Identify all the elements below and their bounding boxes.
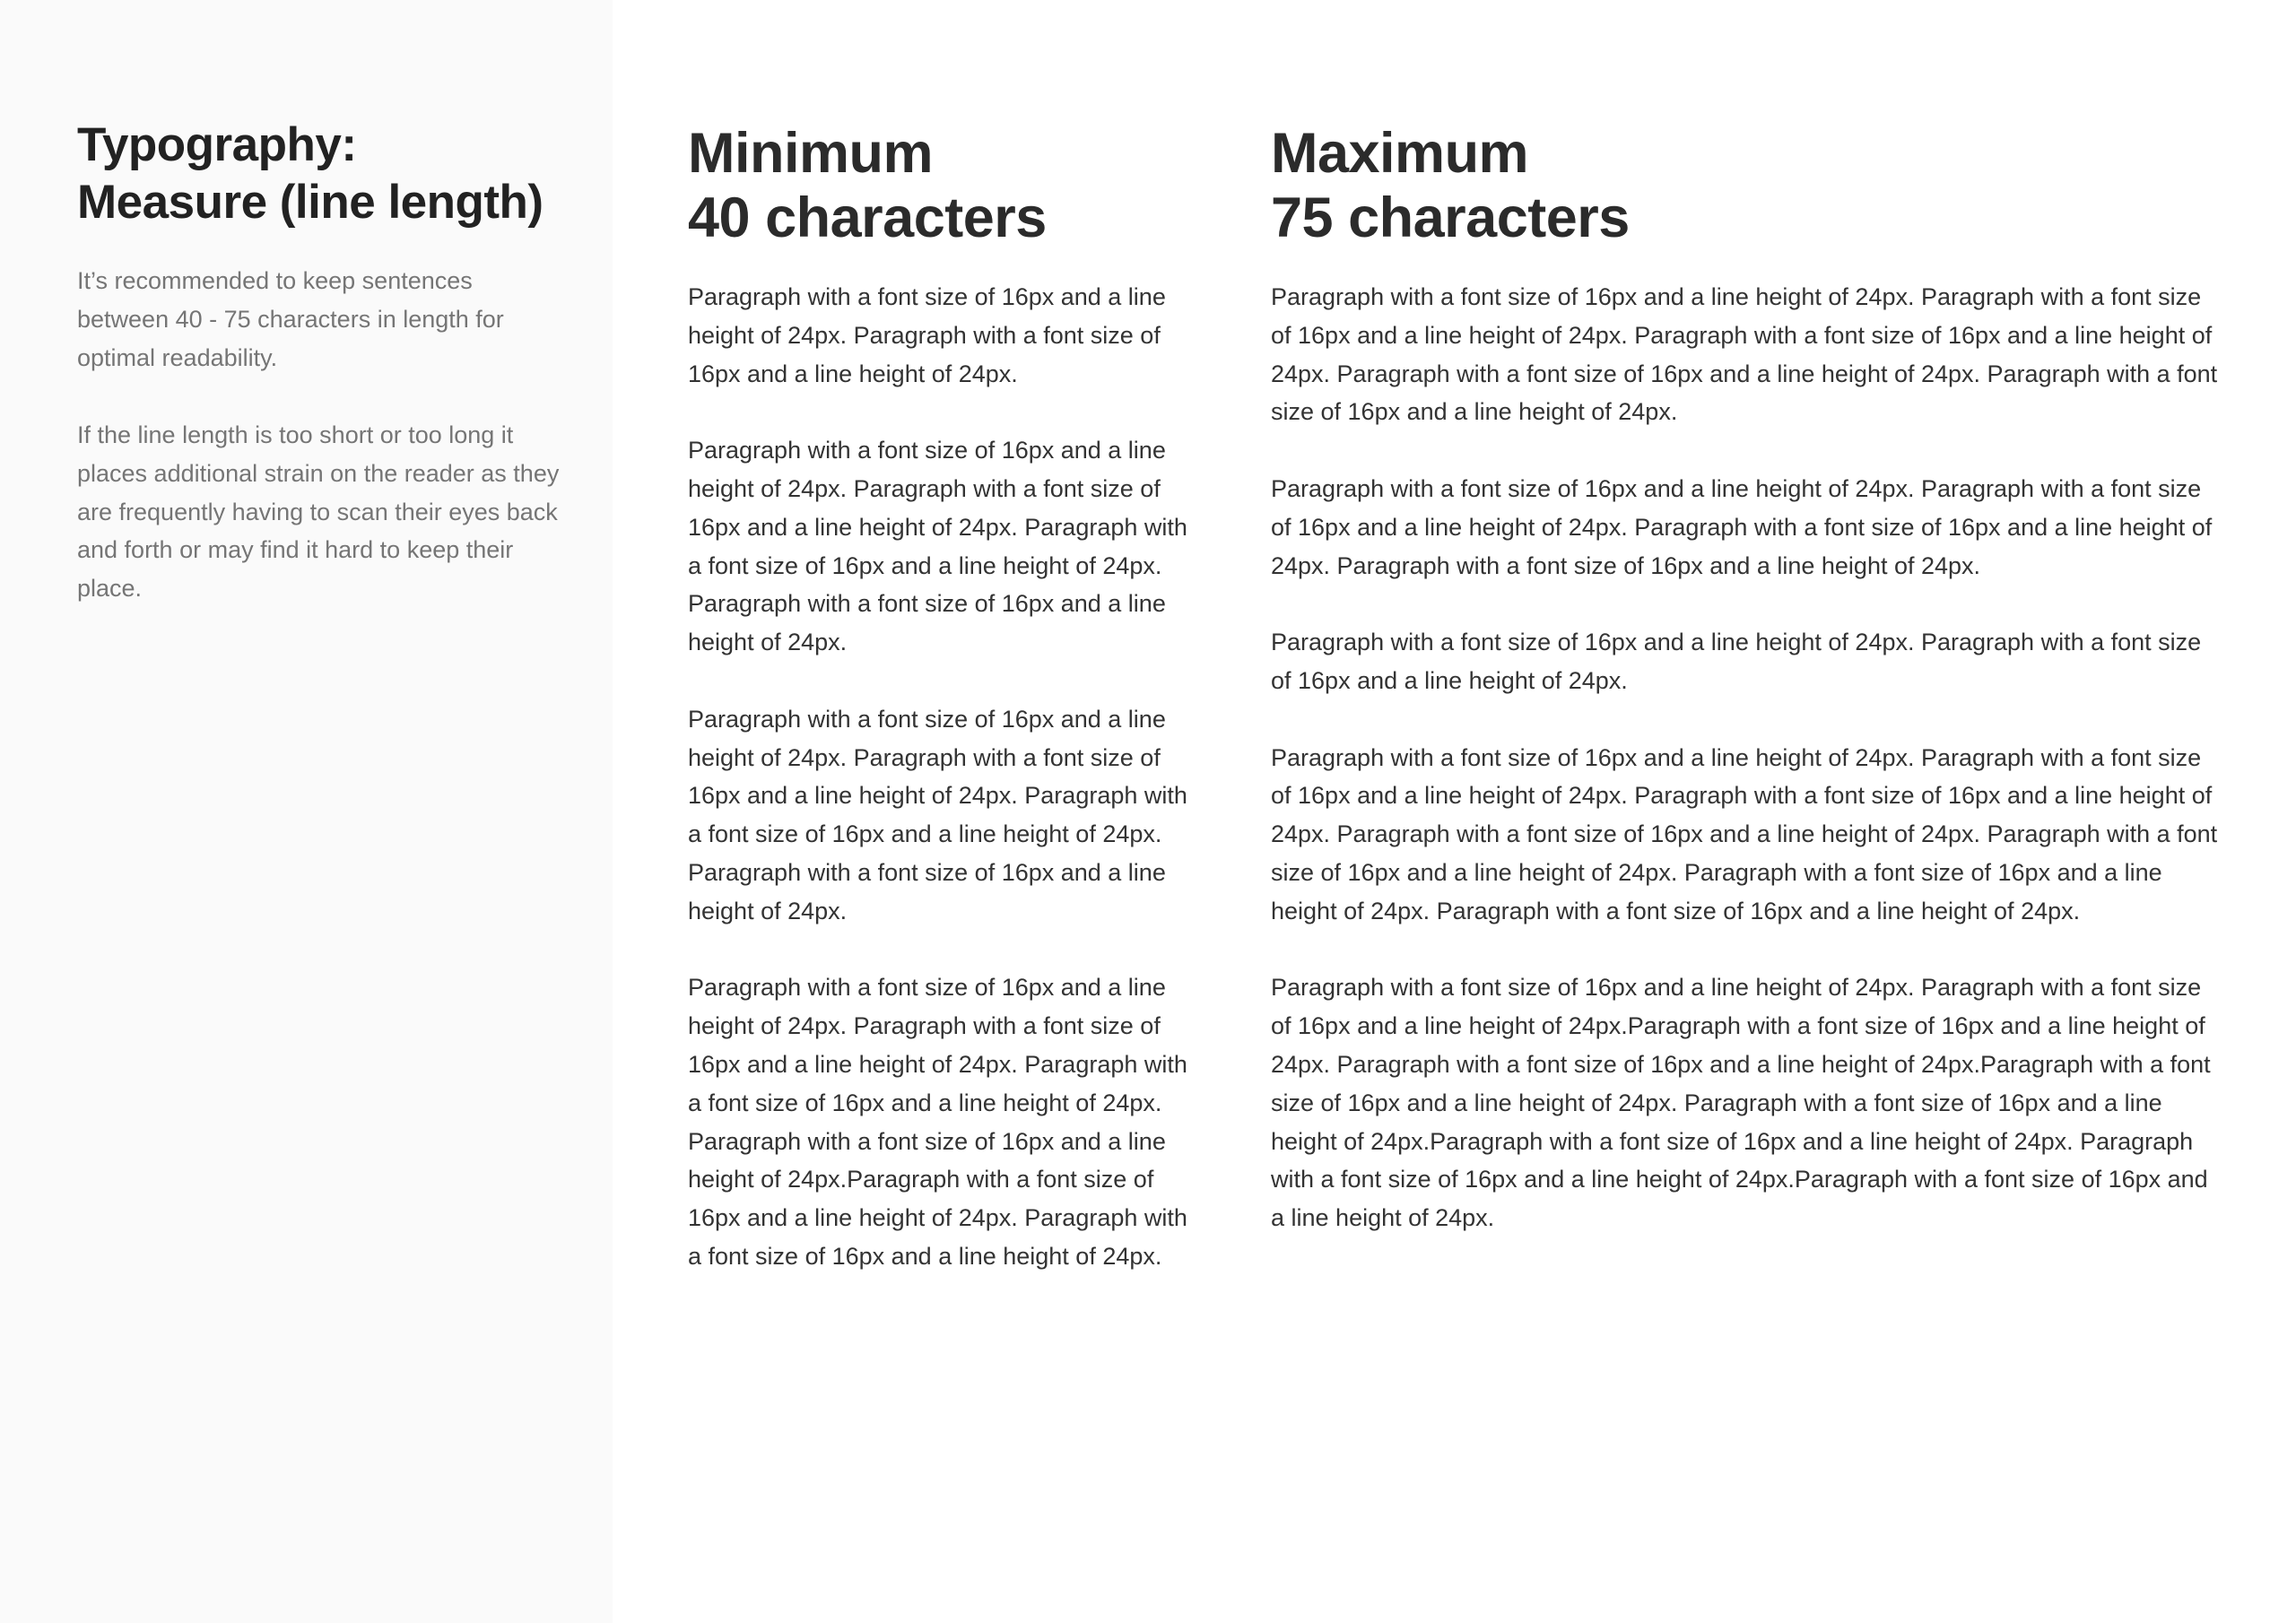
maximum-body [1271,278,2222,1237]
maximum-column [1271,121,2222,1276]
minimum-paragraph-1: Paragraph with a font size of 16px and a line height of 24px. Paragraph with a font size of 16px and a line height of 24px. [688,283,1166,387]
maximum-paragraph-2: Paragraph with a font size of 16px and a line height of 24px. Paragraph with a font size of 16px and a line height of 24px. Paragraph with a font size of 16px and a line height of 24px. Paragraph with a font size of 16px and a line height of 24px. [1271,474,2213,579]
page-title-line-1: Typography: [77,118,357,171]
minimum-paragraph-3: Paragraph with a font size of 16px and a line height of 24px. Paragraph with a font size of 16px and a line height of 24px. Paragraph with a font size of 16px and a line height of 24px. Paragraph with a font size of 16px and a line height of 24px. [688,705,1187,924]
minimum-heading-line-2: 40 characters [688,187,1047,249]
minimum-paragraph-4: Paragraph with a font size of 16px and a line height of 24px. Paragraph with a font size of 16px and a line height of 24px. Paragraph with a font size of 16px and a line height of 24px. Paragraph with a font size of 16px and a line height of 24px.Paragraph with a font size of 16px and a line height of 24px. Paragraph with a font size of 16px and a line height of 24px. [688,974,1187,1270]
minimum-heading [688,121,1204,250]
minimum-paragraph-2: Paragraph with a font size of 16px and a line height of 24px. Paragraph with a font size of 16px and a line height of 24px. Paragraph with a font size of 16px and a line height of 24px. Paragraph with a font size of 16px and a line height of 24px. [688,437,1187,656]
maximum-paragraph-3: Paragraph with a font size of 16px and a line height of 24px. Paragraph with a font size of 16px and a line height of 24px. [1271,629,2202,694]
sidebar-paragraph-explanation: If the line length is too short or too long it places additional strain on the reader as they are frequently having to scan their eyes back and forth or may find it hard to keep their place. [77,421,560,603]
maximum-paragraph-1: Paragraph with a font size of 16px and a line height of 24px. Paragraph with a font size of 16px and a line height of 24px. Paragraph with a font size of 16px and a line height of 24px. Paragraph with a font size of 16px and a line height of 24px. Paragraph with a font size of 16px and a line height of 24px. [1271,283,2218,426]
minimum-body [688,278,1204,1276]
maximum-heading [1271,121,2222,250]
page-title-line-2: Measure (line length) [77,176,544,229]
minimum-heading-line-1: Minimum [688,122,933,185]
page-title [77,117,597,231]
sidebar-panel [0,0,613,1623]
maximum-paragraph-5: Paragraph with a font size of 16px and a line height of 24px. Paragraph with a font size of 16px and a line height of 24px.Paragraph with a font size of 16px and a line height of 24px. Paragraph with a font size of 16px and a line height of 24px.Paragraph with a font size of 16px and a line height of 24px. Paragraph with a font size of 16px and a line height of 24px.Paragraph with a font size of 16px and a line height of 24px. Paragraph with a font size of 16px and a line height of 24px.Paragraph with a font size of 16px and a line height of 24px. [1271,974,2211,1232]
maximum-heading-line-2: 75 characters [1271,187,1630,249]
minimum-column [688,121,1204,1315]
sidebar-paragraph-recommendation: It’s recommended to keep sentences between 40 - 75 characters in length for optimal readability. [77,267,504,371]
maximum-paragraph-4: Paragraph with a font size of 16px and a line height of 24px. Paragraph with a font size of 16px and a line height of 24px. Paragraph with a font size of 16px and a line height of 24px. Paragraph with a font size of 16px and a line height of 24px. Paragraph with a font size of 16px and a line height of 24px. Paragraph with a font size of 16px and a line height of 24px. Paragraph with a font size of 16px and a line height of 24px. [1271,743,2218,924]
maximum-heading-line-1: Maximum [1271,122,1529,185]
